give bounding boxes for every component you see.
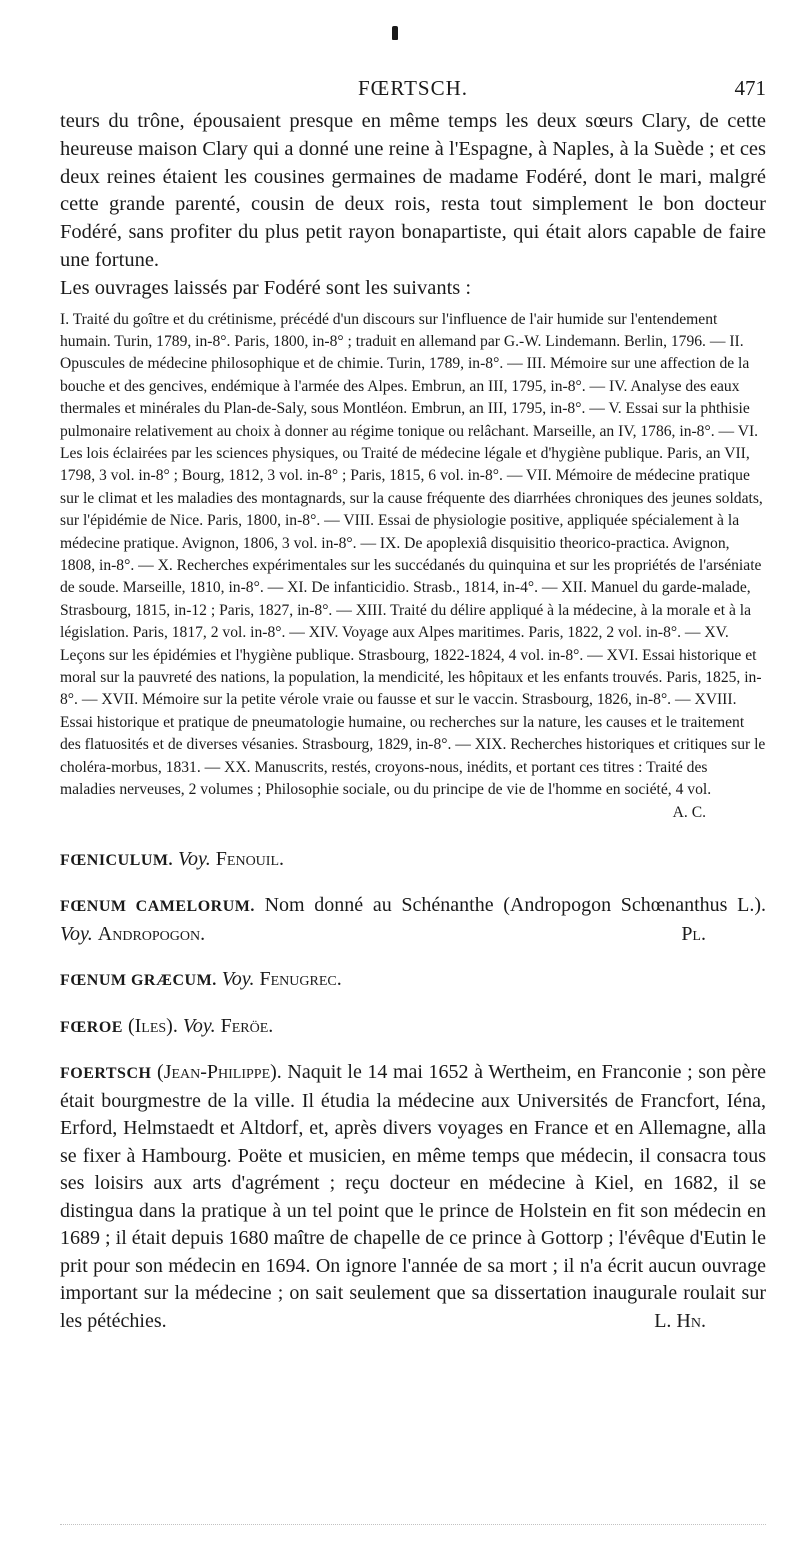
entry-foeroe (60, 1013, 766, 1042)
paragraph-continuation: teurs du trône, épousaient presque en même temps les deux sœurs Clary, de cette heureuse maison Clary qui a donné une reine à l'Espagne, à Naples, à la Suède ; et ces deux reines étaient les cousines germaines de madame Fodéré, dont le mari, malgré cette grande parenté, cousin de deux rois, resta tout simplement le bon docteur Fodéré, sans profiter du plus petit rayon bonapartiste, qui était alors capable de faire une fortune. (60, 110, 766, 271)
voy-label: Voy. (221, 968, 255, 991)
page-header (60, 76, 766, 106)
cross-reference: Fenugrec. (259, 968, 342, 991)
entry-headword: FOERTSCH (60, 1065, 152, 1083)
entry-headword: FŒROE (60, 1018, 123, 1036)
voy-label: Voy. (182, 1014, 216, 1037)
cross-reference: Andropogon. (97, 922, 206, 945)
entry-foenum-camelorum (60, 892, 766, 948)
works-list (60, 309, 766, 824)
page-body (60, 108, 766, 1335)
entry-foertsch-text (60, 1059, 766, 1335)
works-list-text: I. Traité du goître et du crétinisme, précédé d'un discours sur l'influence de l'air humide sur l'entendement humain. Turin, 1789, in-8°. Paris, 1800, in-8° ; traduit en allemand par G.-W. Lindemann. Berlin, 1796. — II. Opuscules de médecine philosophique et de chimie. Turin, 1789, in-8°. — III. Mémoire sur une affection de la bouche et des gencives, endémique à l'armée des Alpes. Embrun, an III, 1795, in-8°. — IV. Analyse des eaux thermales et minérales du Plan-de-Saly, sous Montléon. Embrun, an III, 1795, in-8°. — V. Essai sur la phthisie pulmonaire relativement au choix à donner au régime tonique ou relâchant. Marseille, an IV, 1786, in-8°. — VI. Les lois éclairées par les sciences physiques, ou Traité de médecine légale et d'hygiène publique. Paris, an VII, 1798, 3 vol. in-8° ; Bourg, 1812, 3 vol. in-8° ; Paris, 1815, 6 vol. in-8°. — VII. Mémoire de médecine pratique sur le climat et les maladies des montagnards, sur la cause fréquente des diarrhées chroniques des jeunes soldats, sur l'épidémie de Nice. Paris, 1800, in-8°. — VIII. Essai de physiologie positive, appliquée spécialement à la médecine pratique. Avignon, 1806, 3 vol. in-8°. — IX. De apoplexiâ disquisitio theorico-practica. Avignon, 1808, in-8°. — X. Recherches expérimentales sur les succédanés du quinquina et sur les propriétés de l'arséniate de soude. Marseille, 1810, in-8°. — XI. De infanticidio. Strasb., 1814, in-4°. — XII. Manuel du garde-malade, Strasbourg, 1815, in-12 ; Paris, 1827, in-8°. — XIII. Traité du délire appliqué à la médecine, à la morale et à la législation. Paris, 1817, 2 vol. in-8°. — XIV. Voyage aux Alpes maritimes. Paris, 1822, 2 vol. in-8°. — XV. Leçons sur les épidémies et l'hygiène publique. Strasbourg, 1822-1824, 4 vol. in-8°. — XVI. Essai historique et moral sur la pauvreté des nations, la population, la mendicité, les hôpitaux et les enfants trouvés. Paris, 1825, in-8°. — XVII. Mémoire sur la petite vérole vraie ou fausse et sur le vaccin. Strasbourg, 1826, in-8°. — XVIII. Essai historique et pratique de pneumatologie humaine, ou recherches sur la nature, les causes et le traitement des flatuosités et de diverses vésanies. Strasbourg, 1829, in-8°. — XIX. Recherches historiques et critiques sur le choléra-morbus, 1831. — XX. Manuscrits, restés, croyons-nous, inédits, et portant ces titres : Traité des maladies nerveuses, 2 volumes ; Philosophie sociale, ou du principe de vie de l'homme en société, 4 vol. (60, 310, 766, 799)
cross-reference: Feröe. (220, 1014, 274, 1037)
entry-headword: FŒNUM CAMELORUM. (60, 898, 255, 916)
entry-foertsch (60, 1059, 766, 1335)
cross-reference: Fenouil. (215, 847, 285, 870)
entry-person-name: (Jean-Philippe). (157, 1061, 282, 1084)
paragraph-works-intro: Les ouvrages laissés par Fodéré sont les suivants : (60, 276, 472, 299)
entry-foeniculum (60, 846, 766, 875)
entry-headword: FŒNICULUM. (60, 851, 173, 869)
running-head: FŒRTSCH. (357, 76, 469, 100)
voy-label: Voy. (178, 847, 211, 870)
page-number: 471 (734, 76, 766, 100)
entry-qualifier: (Iles). (127, 1014, 178, 1037)
print-mark (392, 26, 398, 40)
works-signature: A. C. (672, 803, 706, 821)
entry-foenum-graecum (60, 966, 766, 995)
entry-headword: FŒNUM GRÆCUM. (60, 972, 217, 990)
voy-label: Voy. (60, 922, 93, 945)
entry-signature: L. Hn. (654, 1309, 706, 1332)
entry-signature: Pl. (681, 922, 706, 945)
entry-text: Naquit le 14 mai 1652 à Wertheim, en Franconie ; son père était bourgmestre de la ville. Il étudia la médecine aux Universités de Francfort, Iéna, Erford, Helmstaedt et Altdorf, et, après divers voyages en France et en Allemagne, alla se fixer à Hambourg. Poëte et musicien, en même temps que médecin, il consacra tous ses loisirs aux arts d'agrément ; reçu docteur en médecine à Kiel, en 1682, il se distingua dans la pratique à un tel point que le prince de Holstein en fit son médecin en 1689 ; il était depuis 1680 maître de chapelle de ce prince à Gottorp ; l'évêque d'Eutin le prit pour son médecin en 1694. On ignore l'année de sa mort ; il n'a écrit aucun ouvrage important sur la médecine ; on sait seulement que sa dissertation inaugurale roulait sur les pétéchies. (60, 1061, 767, 1332)
footer-rule (60, 1524, 766, 1526)
entry-text: Nom donné au Schénanthe (Andropogon Schœnanthus L.). (264, 894, 766, 917)
